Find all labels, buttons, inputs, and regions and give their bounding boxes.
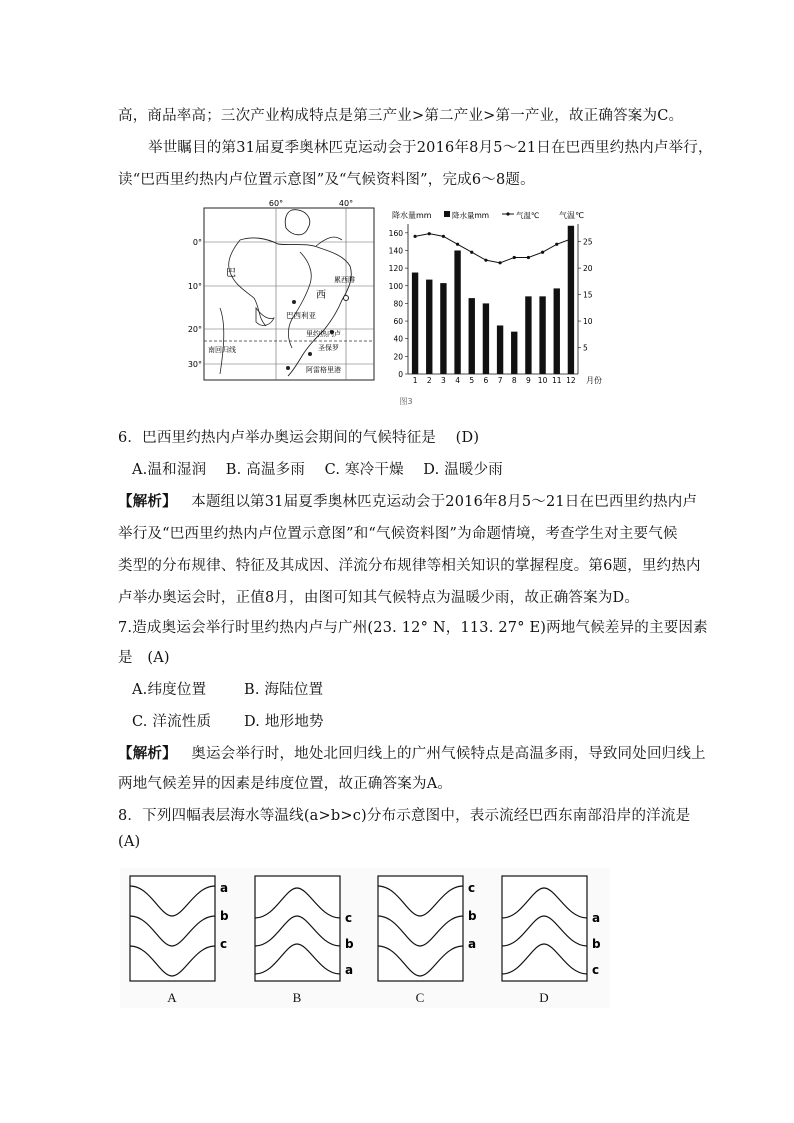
- precip-bar: [525, 296, 531, 374]
- map-label-porto-alegre: 阿雷格里港: [306, 366, 341, 374]
- lat-label-30: 30°: [187, 360, 202, 369]
- precip-bar: [554, 288, 560, 374]
- intro-line-1: 举世瞩目的第31届夏季奥林匹克运动会于2016年8月5～21日在巴西里约热内卢举行，: [148, 140, 713, 156]
- temp-point: [527, 256, 530, 259]
- q7-option-c: C. 洋流性质: [132, 714, 212, 730]
- figure-caption: 图3: [399, 397, 413, 406]
- chart-temperature-line: [413, 232, 572, 264]
- temp-point: [498, 261, 501, 264]
- map-label-sao-paulo: 圣保罗: [318, 344, 339, 352]
- left-tick-label: 120: [388, 264, 403, 274]
- panel-c-line-3-label: a: [468, 937, 477, 951]
- temp-point: [470, 251, 473, 254]
- month-tick-label: 9: [526, 376, 531, 385]
- answer-6-line-2: 举行及“巴西里约热内卢位置示意图”和“气候资料图”为命题情境，考查学生对主要气候: [118, 526, 678, 542]
- precip-bar: [539, 296, 545, 374]
- left-tick-label: 100: [388, 281, 403, 291]
- temp-point: [555, 243, 558, 246]
- precip-bar: [568, 226, 574, 374]
- panel-c-caption: C: [415, 990, 425, 1005]
- lat-label-0: 0°: [192, 238, 202, 247]
- month-tick-label: 8: [511, 376, 517, 385]
- chart-ticks: [389, 229, 593, 385]
- q7-option-a: A.纬度位置: [132, 682, 207, 698]
- question-8-line-2: (A): [118, 834, 141, 850]
- chart-right-axis-title: 气温℃: [559, 211, 584, 220]
- panel-c-line-2-label: b: [468, 909, 477, 923]
- precip-bar: [469, 298, 475, 374]
- left-tick-label: 0: [398, 370, 403, 379]
- temp-point: [456, 243, 459, 246]
- precip-bar: [426, 280, 432, 374]
- panel-b-caption: B: [292, 990, 302, 1005]
- panel-b-line-2-label: b: [345, 937, 354, 951]
- temp-point: [513, 256, 516, 259]
- precip-bar: [454, 250, 460, 374]
- right-tick-label: 15: [583, 290, 593, 300]
- answer-7-text-1: 奥运会举行时，地处北回归线上的广州气候特点是高温多雨，导致同处回归线上: [191, 746, 706, 762]
- month-tick-label: 1: [412, 376, 418, 385]
- question-6: 6．巴西里约热内卢举办奥运会期间的气候特征是 (D): [118, 430, 480, 446]
- q7-option-b: B. 海陆位置: [244, 682, 324, 698]
- panel-d-line-3-label: c: [592, 963, 600, 977]
- answer-6-line-4: 卢举办奥运会时，正值8月，由图可知其气候特点为温暖少雨，故正确答案为D。: [118, 590, 640, 606]
- text-line-1: 高，商品率高；三次产业构成特点是第三产业>第二产业>第一产业，故正确答案为C。: [118, 108, 684, 124]
- question-7-line-2: 是 (A): [118, 650, 170, 666]
- map-label-xi: 西: [316, 290, 326, 301]
- temp-point: [442, 235, 445, 238]
- left-tick-label: 20: [393, 352, 403, 362]
- month-tick-label: 2: [426, 376, 432, 385]
- climate-chart: [389, 210, 602, 385]
- lat-label-10: 10°: [187, 282, 202, 291]
- lat-label-20: 20°: [187, 325, 202, 334]
- month-tick-label: 3: [441, 376, 446, 385]
- month-tick-label: 7: [497, 376, 503, 385]
- left-tick-label: 140: [388, 246, 403, 256]
- left-tick-label: 80: [393, 299, 403, 309]
- left-tick-label: 160: [388, 228, 403, 238]
- panel-d-line-1-label: a: [592, 911, 601, 925]
- map-label-tropic: 南回归线: [208, 346, 236, 354]
- panel-a-line-2-label: b: [220, 909, 229, 923]
- answer-6-text-1: 本题组以第31届夏季奥林匹克运动会于2016年8月5～21日在巴西里约热内卢: [191, 494, 698, 510]
- panel-d-line-2-label: b: [592, 937, 601, 951]
- panel-a-line-1-label: a: [220, 881, 229, 895]
- precip-bar: [412, 273, 418, 374]
- month-tick-label: 10: [537, 376, 548, 385]
- month-tick-label: 6: [483, 376, 489, 385]
- map-label-brasilia: 巴西利亚: [286, 311, 316, 320]
- month-tick-label: 5: [469, 376, 475, 385]
- isotherm-panels: [120, 868, 610, 1008]
- map-label-rio: 里约热内卢: [306, 330, 341, 338]
- right-tick-label: 10: [583, 317, 593, 327]
- answer-7-line-2: 两地气候差异的因素是纬度位置，故正确答案为A。: [118, 776, 453, 792]
- intro-line-2: 读“巴西里约热内卢位置示意图”及“气候资料图”，完成6～8题。: [118, 172, 535, 188]
- precip-bar: [440, 283, 446, 374]
- analysis-label-7: 【解析】: [118, 745, 177, 762]
- temp-point: [428, 232, 431, 235]
- month-tick-label: 12: [566, 376, 576, 385]
- legend-temp: 气温℃: [516, 211, 540, 220]
- lon-label-40: 40°: [338, 199, 354, 208]
- legend-line-marker: [506, 212, 509, 215]
- left-tick-label: 60: [393, 317, 403, 327]
- question-6-options: A.温和湿润 B. 高温多雨 C. 寒冷干燥 D. 温暖少雨: [132, 462, 504, 478]
- map-label-recife: 累西腓: [334, 276, 355, 284]
- q7-option-d: D. 地形地势: [244, 714, 324, 730]
- precip-bar: [511, 332, 517, 374]
- panel-b-line-1-label: c: [345, 911, 353, 925]
- precip-bar: [483, 303, 489, 374]
- right-tick-label: 20: [583, 264, 593, 274]
- temp-point: [569, 237, 572, 240]
- left-tick-label: 40: [393, 334, 403, 344]
- figure-3: [187, 198, 616, 408]
- right-tick-label: 5: [583, 343, 588, 353]
- question-8-line-1: 8．下列四幅表层海水等温线(a>b>c)分布示意图中，表示流经巴西东南部沿岸的洋流是: [118, 808, 691, 824]
- panel-b-line-3-label: a: [345, 963, 354, 977]
- answer-6-line-3: 类型的分布规律、特征及其成因、洋流分布规律等相关知识的掌握程度。第6题，里约热内: [118, 558, 701, 574]
- temp-point: [541, 251, 544, 254]
- right-tick-label: 25: [583, 237, 593, 247]
- panel-a-line-3-label: c: [220, 937, 228, 951]
- answer-6-line-1: [118, 490, 697, 511]
- legend-precip: 降水量mm: [452, 211, 490, 220]
- panel-a-caption: A: [167, 990, 177, 1005]
- temp-point: [413, 235, 416, 238]
- lon-label-60: 60°: [268, 199, 284, 208]
- analysis-label-6: 【解析】: [118, 493, 177, 510]
- brazil-location-map: [188, 199, 374, 380]
- question-7-line-1: 7.造成奥运会举行时里约热内卢与广州(23. 12° N，113. 27° E)两地气候差异的主要因素: [118, 620, 708, 636]
- x-axis-unit: 月份: [586, 376, 602, 385]
- month-tick-label: 11: [551, 376, 562, 385]
- panel-d-caption: D: [539, 990, 549, 1005]
- legend-bar-swatch: [444, 211, 450, 217]
- chart-left-axis-title: 降水量mm: [392, 211, 432, 220]
- temp-point: [484, 259, 487, 262]
- precip-bar: [497, 325, 503, 374]
- map-label-ba: 巴: [226, 268, 236, 279]
- month-tick-label: 4: [455, 376, 460, 385]
- panel-c-line-1-label: c: [468, 881, 476, 895]
- temp-line: [415, 234, 571, 263]
- answer-7-line-1: [118, 742, 706, 763]
